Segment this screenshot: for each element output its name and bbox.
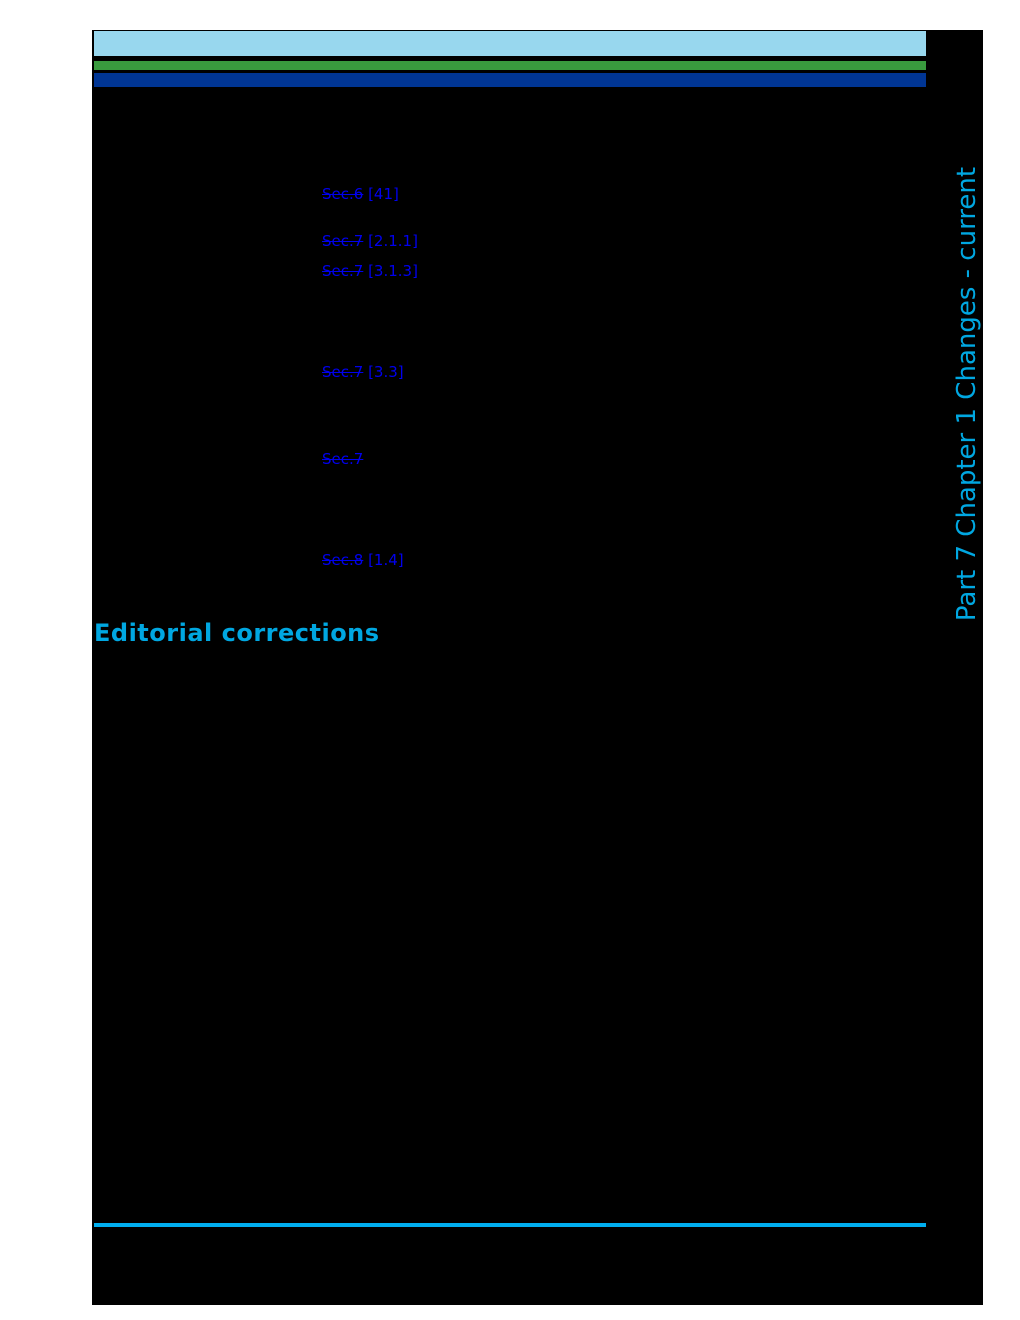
section-ref: Sec.7: [322, 262, 364, 280]
section-ref: Sec.7: [322, 232, 364, 250]
section-detail: [3.3]: [363, 363, 404, 381]
link-sec6-41[interactable]: [322, 186, 399, 202]
footer-rule: [94, 1223, 926, 1227]
header-green-bar: [94, 61, 926, 70]
link-sec7-33[interactable]: [322, 364, 404, 380]
header-sky-bar: [94, 31, 926, 56]
section-detail: [41]: [363, 185, 399, 203]
section-ref: Sec.7: [322, 450, 364, 468]
vertical-page-title: Part 7 Chapter 1 Changes - current: [952, 166, 982, 622]
link-sec7-313[interactable]: [322, 263, 418, 279]
section-detail: [1.4]: [363, 551, 404, 569]
header-navy-bar: [94, 73, 926, 87]
link-sec8-14[interactable]: [322, 552, 404, 568]
link-sec7[interactable]: [322, 451, 363, 467]
editorial-corrections-heading: Editorial corrections: [94, 619, 380, 647]
section-ref: Sec.6: [322, 185, 364, 203]
section-detail: [2.1.1]: [363, 232, 418, 250]
section-ref: Sec.7: [322, 363, 364, 381]
link-sec7-211[interactable]: [322, 233, 418, 249]
section-detail: [3.1.3]: [363, 262, 418, 280]
section-ref: Sec.8: [322, 551, 364, 569]
document-page: [92, 30, 983, 1305]
